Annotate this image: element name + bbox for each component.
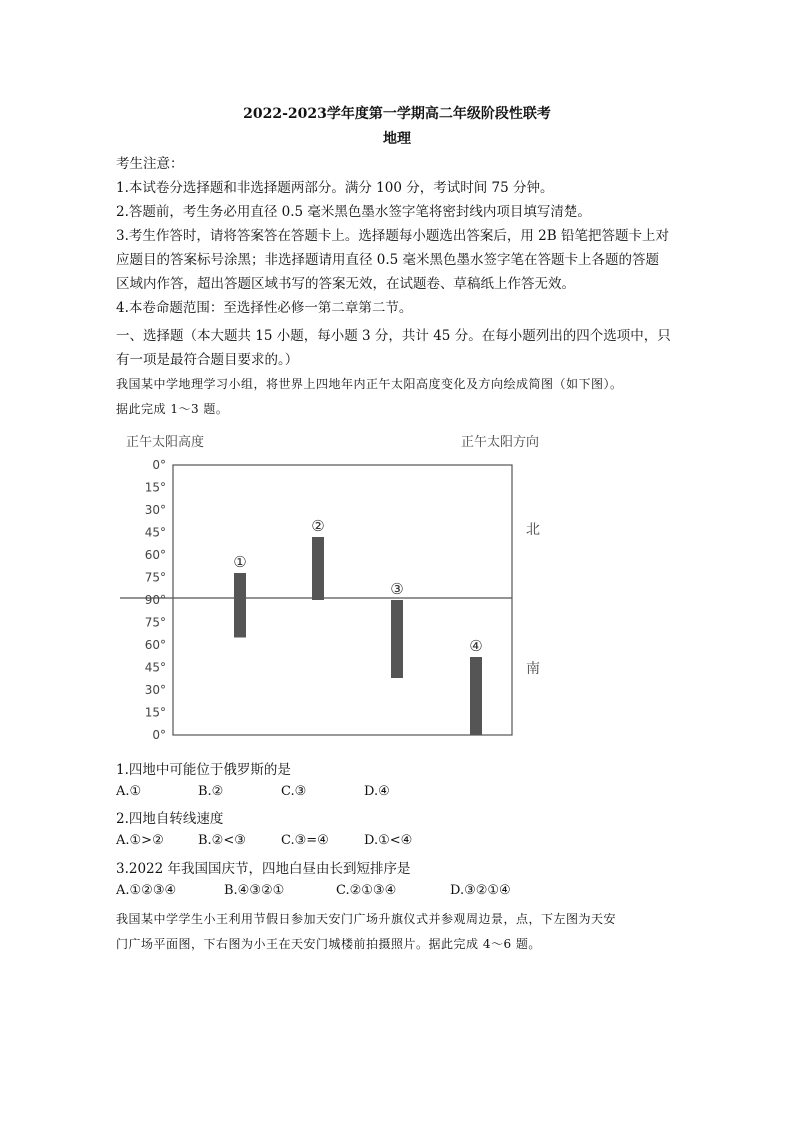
y-tick-label: 60° [144, 548, 166, 562]
y-tick-label: 30° [144, 503, 166, 517]
option-a: A.①②③④ [116, 883, 177, 898]
option-c: C.②①③④ [336, 883, 397, 898]
option-c: C.③ [281, 784, 307, 799]
notice-item: 2.答题前，考生务必用直径 0.5 毫米黑色墨水签字笔将密封线内项目填写清楚。 [116, 204, 591, 220]
section-intro: 我国某中学学生小王利用节假日参加天安门广场升旗仪式并参观周边景，点，下左图为天安 [116, 912, 617, 926]
chart-title-left: 正午太阳高度 [126, 435, 205, 450]
y-tick-label: 30° [144, 683, 166, 697]
question-stem: 2.四地自转线速度 [116, 811, 224, 827]
bar-4 [470, 657, 482, 735]
subject-title: 地理 [383, 131, 411, 147]
y-tick-label: 75° [144, 615, 166, 630]
section-heading: 一、选择题（本大题共 15 小题，每小题 3 分，共计 45 分。在每小题列出的四个选项中，只 [116, 328, 671, 344]
bar-label-1: ① [233, 553, 247, 571]
section-intro: 门广场平面图，下右图为小王在天安门城楼前拍摄照片。据此完成 4～6 题。 [116, 937, 541, 951]
option-b: B.④③②① [224, 883, 285, 898]
bar-3 [391, 600, 403, 678]
south-label: 南 [526, 661, 540, 677]
question-stem: 3.2022 年我国国庆节，四地白昼由长到短排序是 [116, 861, 411, 877]
question-intro: 我国某中学地理学习小组，将世界上四地年内正午太阳高度变化及方向绘成简图（如下图）。 [116, 377, 623, 391]
option-d: D.③②①④ [450, 883, 511, 898]
bar-label-3: ③ [390, 580, 404, 598]
option-a: A.① [116, 784, 142, 799]
chart-title-right: 正午太阳方向 [461, 435, 540, 450]
plot-frame [173, 465, 512, 735]
notice-item: 4.本卷命题范围：至选择性必修一第二章第二节。 [116, 300, 413, 316]
sun-altitude-chart [116, 426, 576, 744]
option-d: D.④ [364, 784, 390, 799]
north-label: 北 [526, 522, 540, 538]
y-tick-label: 90° [144, 593, 166, 607]
option-b: B.② [198, 784, 224, 799]
y-tick-label: 0° [152, 728, 166, 742]
option-b: B.②<③ [198, 833, 246, 848]
notice-item: 应题目的答案标号涂黑；非选择题请用直径 0.5 毫米黑色墨水签字笔在答题卡上各题的答题 [116, 252, 660, 268]
y-tick-label: 45° [144, 525, 166, 540]
option-d: D.①<④ [364, 833, 413, 848]
notice-item: 1.本试卷分选择题和非选择题两部分。满分 100 分，考试时间 75 分钟。 [116, 180, 554, 196]
bar-2 [312, 537, 324, 600]
option-a: A.①>② [116, 833, 164, 848]
bar-label-2: ② [311, 517, 325, 535]
option-c: C.③=④ [281, 833, 329, 848]
y-tick-label: 45° [144, 660, 166, 675]
y-tick-label: 15° [144, 705, 166, 720]
question-intro: 据此完成 1～3 题。 [116, 402, 229, 416]
bar-label-4: ④ [469, 637, 483, 655]
y-tick-label: 15° [144, 480, 166, 495]
exam-title: 2022-2023学年度第一学期高二年级阶段性联考 [243, 106, 551, 122]
notice-heading: 考生注意： [116, 156, 184, 172]
notice-item: 3.考生作答时，请将答案答在答题卡上。选择题每小题选出答案后，用 2B 铅笔把答题卡上对 [116, 228, 669, 244]
question-stem: 1.四地中可能位于俄罗斯的是 [116, 762, 291, 778]
section-heading: 有一项是最符合题目要求的。） [116, 352, 299, 368]
notice-item: 区域内作答，超出答题区域书写的答案无效，在试题卷、草稿纸上作答无效。 [116, 276, 575, 292]
y-tick-label: 0° [152, 458, 166, 472]
y-tick-label: 75° [144, 570, 166, 585]
y-tick-label: 60° [144, 638, 166, 652]
bar-1 [234, 573, 246, 638]
